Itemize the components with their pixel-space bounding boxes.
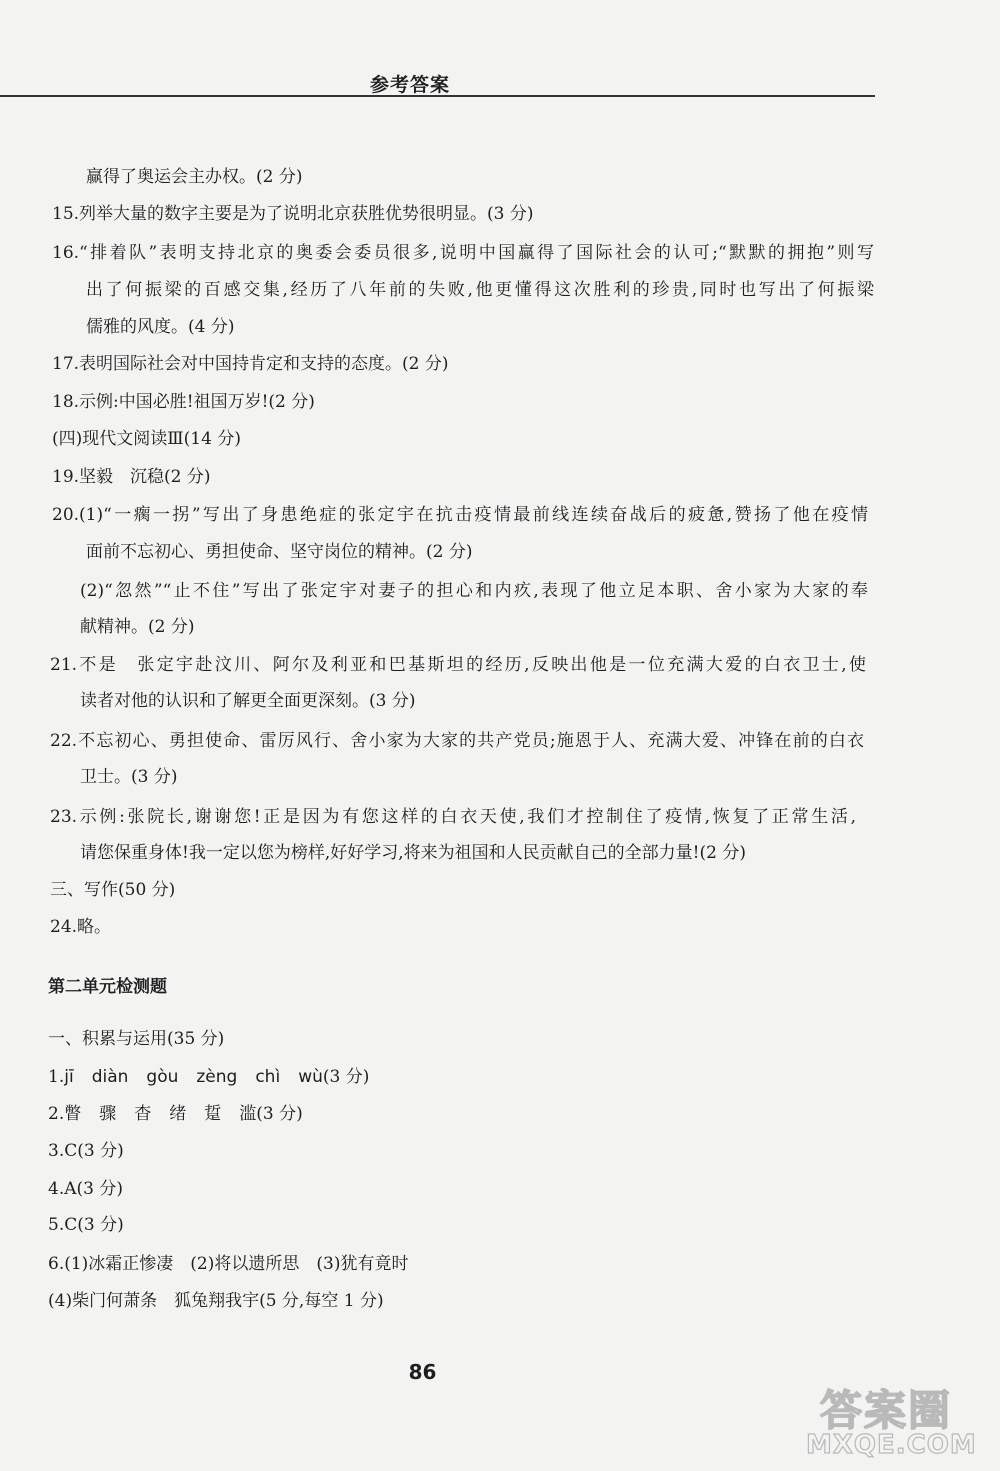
answer-16: 16.“排着队”表明支持北京的奥委会委员很多,说明中国赢得了国际社会的认可;“默默的拥抱”则写 bbox=[52, 243, 874, 263]
site-watermark bbox=[800, 1378, 995, 1468]
char-answer: 骤 bbox=[99, 1104, 117, 1124]
answer-16-cont-2: 儒雅的风度。(4 分) bbox=[86, 317, 235, 337]
pinyin-answer: chì bbox=[255, 1067, 281, 1087]
watermark-url: MXQE.COM bbox=[806, 1430, 977, 1460]
char-answer: 绪 bbox=[169, 1104, 187, 1124]
unit2-answer-4: 4.A(3 分) bbox=[48, 1179, 123, 1199]
answer-line-14-cont: 赢得了奥运会主办权。(2 分) bbox=[86, 167, 303, 187]
answer-16-cont-1: 出了何振梁的百感交集,经历了八年前的失败,他更懂得这次胜利的珍贵,同时也写出了何振梁 bbox=[86, 280, 874, 300]
unit2-answer-3: 3.C(3 分) bbox=[48, 1141, 124, 1161]
answer-22-cont: 卫士。(3 分) bbox=[80, 767, 178, 787]
header-divider bbox=[0, 95, 875, 97]
pinyin-answer: wù bbox=[298, 1067, 323, 1087]
answer-15: 15.列举大量的数字主要是为了说明北京获胜优势很明显。(3 分) bbox=[52, 204, 534, 224]
watermark-logo: 答案圈 bbox=[820, 1386, 953, 1435]
unit2-answer-2 bbox=[48, 1103, 303, 1125]
answer-22: 22.不忘初心、勇担使命、雷厉风行、舍小家为大家的共产党员;施恩于人、充满大爱、冲锋在前的白衣 bbox=[50, 731, 864, 751]
answer-21: 21.不是 张定宇赴汶川、阿尔及利亚和巴基斯坦的经历,反映出他是一位充满大爱的白衣卫士,使 bbox=[50, 655, 866, 675]
answer-20-2-cont: 献精神。(2 分) bbox=[80, 617, 195, 637]
answer-19: 19.坚毅 沉稳(2 分) bbox=[52, 467, 211, 487]
question-number: 1. bbox=[48, 1067, 65, 1087]
answer-17: 17.表明国际社会对中国持肯定和支持的态度。(2 分) bbox=[52, 354, 449, 374]
page-header-title: 参考答案 bbox=[369, 74, 450, 96]
answer-18: 18.示例:中国必胜!祖国万岁!(2 分) bbox=[52, 392, 315, 412]
char-answer: 滥 bbox=[239, 1104, 257, 1124]
answer-23: 23.示例:张院长,谢谢您!正是因为有您这样的白衣天使,我们才控制住了疫情,恢复了正常生活, bbox=[50, 807, 856, 827]
unit2-answer-6: 6.(1)冰霜正惨凄 (2)将以遗所思 (3)犹有竟时 bbox=[48, 1254, 409, 1274]
section-reading-3: (四)现代文阅读Ⅲ(14 分) bbox=[52, 429, 241, 449]
score-label: (3 分) bbox=[256, 1104, 303, 1124]
answer-20-1-cont: 面前不忘初心、勇担使命、坚守岗位的精神。(2 分) bbox=[86, 542, 473, 562]
answer-20-2: (2)“忽然”“止不住”写出了张定宇对妻子的担心和内疚,表现了他立足本职、舍小家为大家的奉 bbox=[80, 581, 868, 601]
unit2-answer-5: 5.C(3 分) bbox=[48, 1215, 124, 1235]
pinyin-answer: gòu bbox=[146, 1067, 179, 1087]
pinyin-answer: diàn bbox=[91, 1067, 129, 1087]
unit2-answer-6-cont: (4)柴门何萧条 狐兔翔我宇(5 分,每空 1 分) bbox=[48, 1291, 384, 1311]
page-number: 86 bbox=[408, 1360, 437, 1384]
pinyin-answer: zèng bbox=[196, 1067, 238, 1087]
pinyin-answer: jī bbox=[64, 1067, 74, 1087]
section-writing: 三、写作(50 分) bbox=[50, 880, 176, 900]
char-answer: 杳 bbox=[134, 1104, 152, 1124]
unit2-section-1: 一、积累与运用(35 分) bbox=[48, 1029, 225, 1049]
answer-23-cont: 请您保重身体!我一定以您为榜样,好好学习,将来为祖国和人民贡献自己的全部力量!(2 分) bbox=[80, 843, 746, 863]
answer-21-cont: 读者对他的认识和了解更全面更深刻。(3 分) bbox=[80, 691, 416, 711]
answer-20-1: 20.(1)“一瘸一拐”写出了身患绝症的张定宇在抗击疫情最前线连续奋战后的疲惫,赞扬了他在疫情 bbox=[52, 505, 868, 525]
score-label: (3 分) bbox=[322, 1067, 370, 1087]
unit2-heading: 第二单元检测题 bbox=[48, 977, 167, 997]
char-answer: 瞥 bbox=[64, 1104, 82, 1124]
answer-24: 24.略。 bbox=[50, 917, 112, 937]
unit2-answer-1 bbox=[48, 1066, 369, 1088]
question-number: 2. bbox=[48, 1104, 65, 1124]
char-answer: 踅 bbox=[204, 1104, 222, 1124]
